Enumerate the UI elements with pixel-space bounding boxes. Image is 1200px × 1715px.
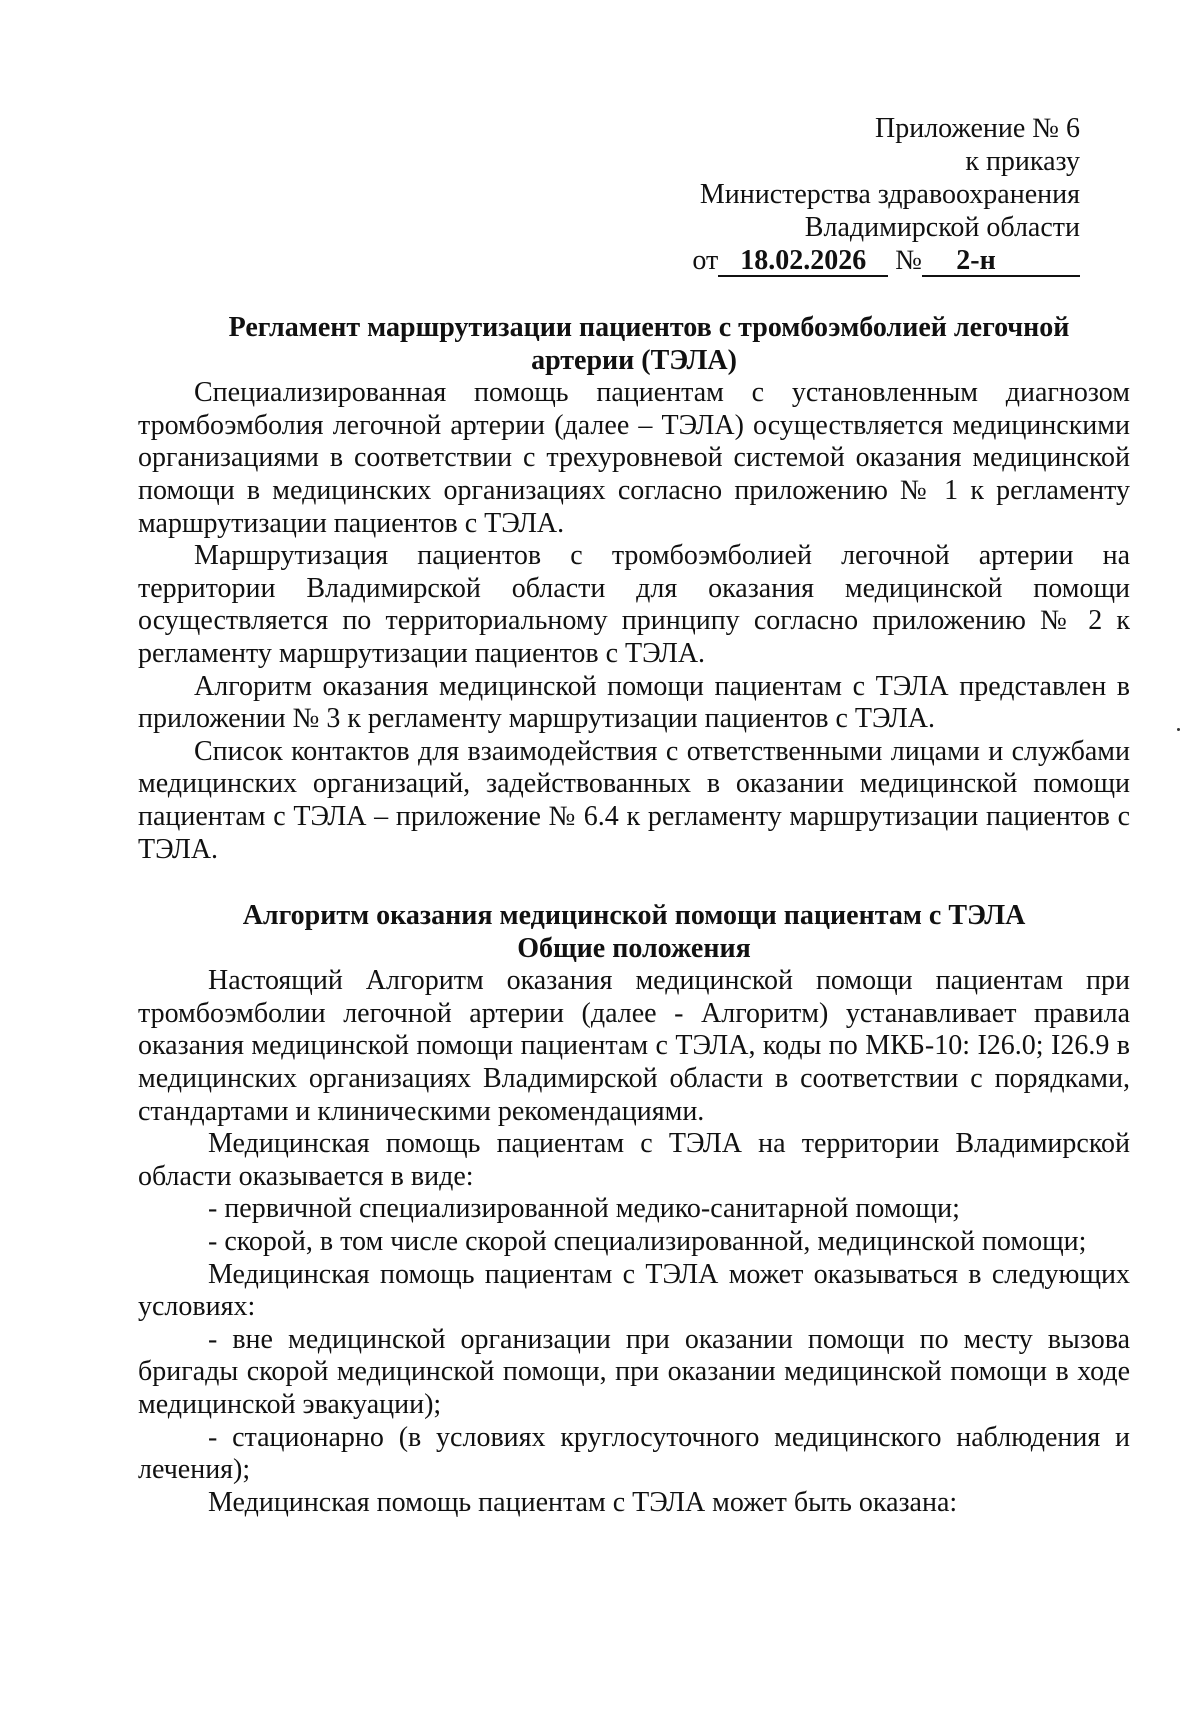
algorithm-intro: Настоящий Алгоритм оказания медицинской помощи пациентам при тромбоэмболии легочной артерии (далее - Алгоритм) устанавливает правила оказания медицинской помощи пациентам с ТЭЛА, коды по МКБ-10: I26.0; I26.9 в медицинских организациях Владимирской области в соответствии с порядками, стандартами и клиническими рекомендациями. xyxy=(138,965,1130,1127)
document-body xyxy=(138,312,1130,1519)
conditions-lead: Медицинская помощь пациентам с ТЭЛА может оказываться в следующих условиях: xyxy=(138,1258,1130,1323)
regulation-paragraph-3: Алгоритм оказания медицинской помощи пациентам с ТЭЛА представлен в приложении № 3 к регламенту маршрутизации пациентов с ТЭЛА. xyxy=(138,670,1130,735)
regulation-title-line2: артерии (ТЭЛА) xyxy=(531,344,737,376)
appendix-header xyxy=(692,112,1080,277)
condition-item-2: - стационарно (в условиях круглосуточного медицинского наблюдения и лечения); xyxy=(138,1421,1130,1486)
region-name: Владимирской области xyxy=(804,212,1080,243)
form-item-1: - первичной специализированной медико-санитарной помощи; xyxy=(208,1193,960,1225)
order-date: 18.02.2026 xyxy=(718,247,888,277)
condition-item-1: - вне медицинской организации при оказании помощи по месту вызова бригады скорой медицинской помощи, при оказании медицинской помощи в ходе медицинской эвакуации); xyxy=(138,1323,1130,1420)
order-reference: к приказу xyxy=(965,146,1080,177)
order-number: 2-н xyxy=(956,245,996,276)
order-number-field xyxy=(922,247,1080,277)
regulation-paragraph-4: Список контактов для взаимодействия с ответственными лицами и службами медицинских организаций, задействованных в оказании медицинской помощи пациентам с ТЭЛА – приложение № 6.4 к регламенту маршрутизации пациентов с ТЭЛА. xyxy=(138,735,1130,865)
ministry-name: Министерства здравоохранения xyxy=(699,179,1080,210)
regulation-paragraph-2: Маршрутизация пациентов с тромбоэмболией легочной артерии на территории Владимирской области для оказания медицинской помощи осуществляется по территориальному принципу согласно приложению № 2 к регламенту маршрутизации пациентов с ТЭЛА. xyxy=(138,540,1130,669)
order-date-number xyxy=(692,244,1080,277)
regulation-paragraph-1: Специализированная помощь пациентам с установленным диагнозом тромбоэмболия легочной артерии (далее – ТЭЛА) осуществляется медицинскими организациями в соответствии с трехуровневой системой оказания медицинской помощи в медицинских организациях согласно приложению № 1 к регламенту маршрутизации пациентов с ТЭЛА. xyxy=(138,377,1130,539)
forms-lead: Медицинская помощь пациентам с ТЭЛА на территории Владимирской области оказывается в виде: xyxy=(138,1128,1130,1192)
algorithm-title: Алгоритм оказания медицинской помощи пациентам с ТЭЛА xyxy=(242,900,1026,932)
scan-speck xyxy=(1177,728,1180,731)
algorithm-subtitle: Общие положения xyxy=(517,932,751,964)
section-spacer xyxy=(138,866,1130,900)
regulation-title-line1: Регламент маршрутизации пациентов с тромбоэмболией легочной xyxy=(228,312,1070,343)
form-item-2: - скорой, в том числе скорой специализированной, медицинской помощи; xyxy=(208,1226,1087,1258)
last-line: Медицинская помощь пациентам с ТЭЛА может быть оказана: xyxy=(208,1486,958,1518)
from-label: от xyxy=(692,245,719,276)
appendix-number: Приложение № 6 xyxy=(875,113,1080,144)
number-label: № xyxy=(895,245,922,276)
